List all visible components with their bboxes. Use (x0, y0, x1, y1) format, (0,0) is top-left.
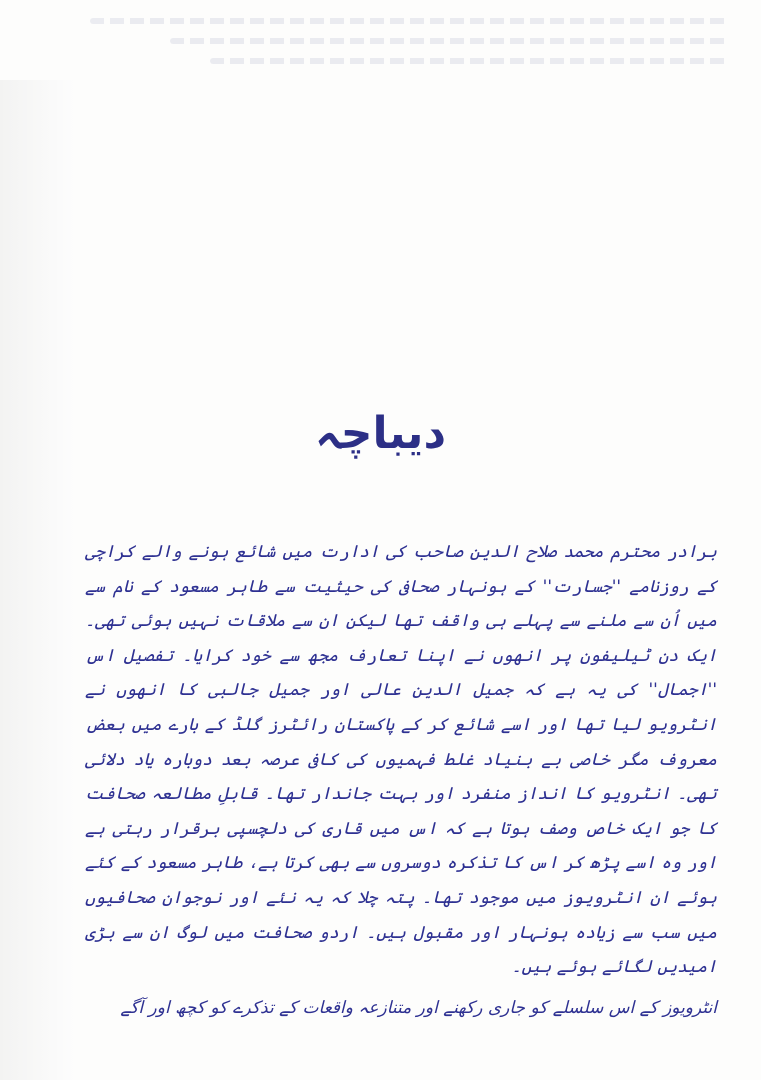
paragraph: انٹرویوز کے اس سلسلے کو جاری رکھنے اور متنازعہ واقعات کے تذکرے کو کچھ اور آگے (120, 997, 717, 1018)
body-text (85, 535, 717, 1025)
title-divider (332, 470, 432, 472)
paragraph: برادر محترم محمد صلاح الدین صاحب کی ادارت میں شائع ہونے والے کراچی کے روزنامے ''جسارت'' کے ہونہار صحافی کی حیثیت سے طاہر مسعود کے نام سے میں اُن سے ملنے سے پہلے ہی واقف تھا لیکن ان سے ملاقات نہیں ہوئی تھی۔ ایک دن ٹیلیفون پر انھوں نے اپنا تعارف مجھ سے خود کرایا۔ تفصیل اس ''اجمال'' کی یہ ہے کہ جمیل الدین عالی اور جمیل جالبی کا انھوں نے انٹرویو لیا تھا اور اسے شائع کر کے پاکستان رائٹرز گلڈ کے بارے میں بعض معروف مگر خاصی بے بنیاد غلط فہمیوں کی کافی عرصہ بعد دوبارہ یاد دلائی تھی۔ انٹرویو کا انداز منفرد اور بہت جاندار تھا۔ قابلِ مطالعہ صحافت کا جو ایک خاص وصف ہوتا ہے کہ اس میں قاری کی دلچسپی برقرار رہتی ہے اور وہ اسے پڑھ کر اس کا تذکرہ دوسروں سے بھی کرتا ہے، طاہر مسعود کے کئے ہوئے ان انٹرویوز میں موجود تھا۔ پتہ چلا کہ یہ نئے اور نوجوان صحافیوں میں سب سے زیادہ ہونہار اور مقبول ہیں۔ اردو صحافت میں لوگ ان سے بڑی امیدیں لگائے ہوئے ہیں۔ (85, 542, 717, 978)
page-title: دیباچہ (314, 408, 447, 459)
bleed-through-text (40, 10, 730, 80)
page-edge-shadow (0, 80, 75, 1080)
